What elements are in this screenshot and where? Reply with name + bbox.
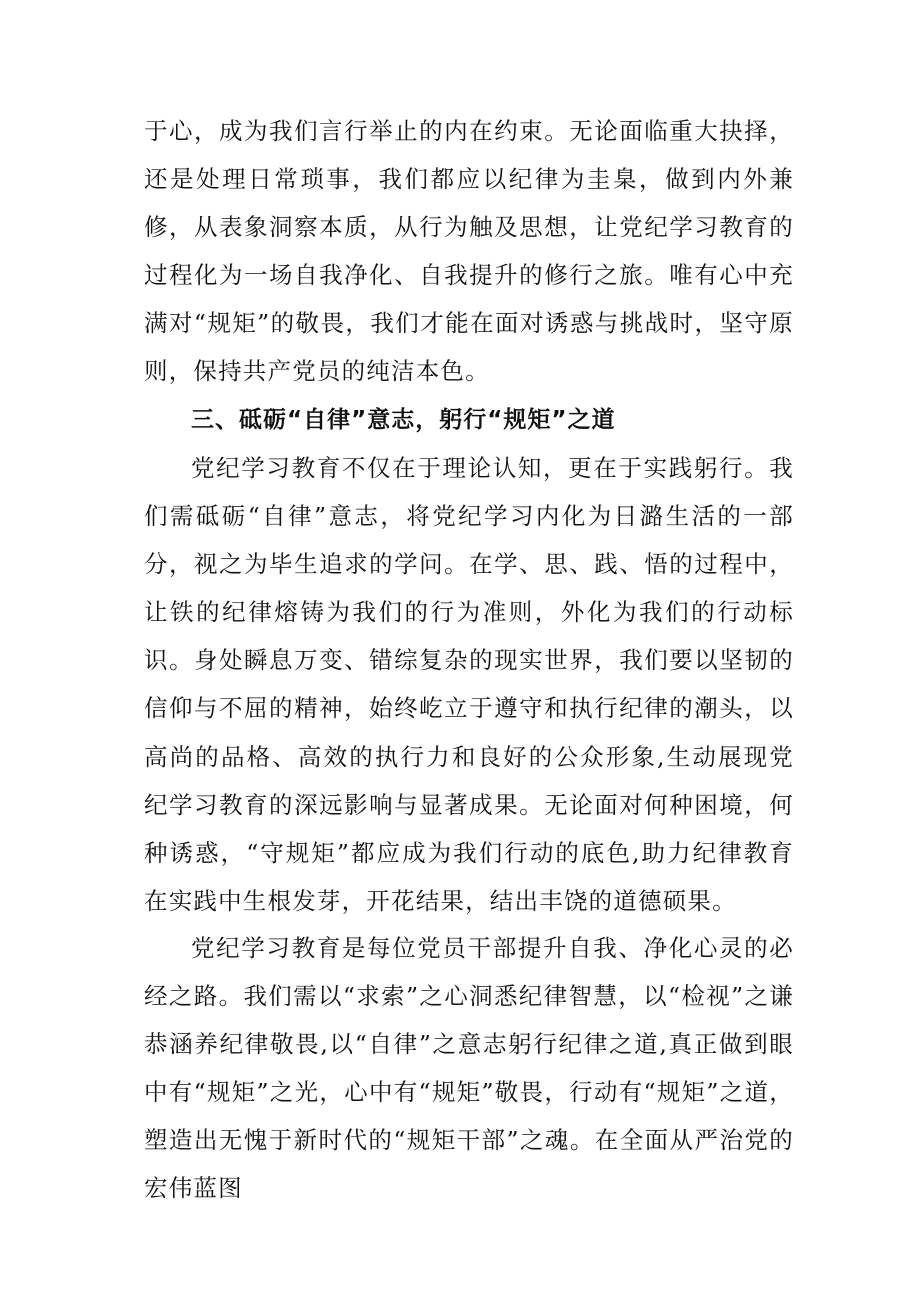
section-heading: 三、砥砺“自律”意志，躬行“规矩”之道	[191, 407, 616, 433]
paragraph-conclusion: 党纪学习教育是每位党员干部提升自我、净化心灵的必经之路。我们需以“求索”之心洞悉纪律智慧，以“检视”之谦恭涵养纪律敬畏,以“自律”之意志躬行纪律之道,真正做到眼中有“规矩”之光，心中有“规矩”敬畏，行动有“规矩”之道，塑造出无愧于新时代的“规矩干部”之魂。在全面从严治党的宏伟蓝图	[144, 934, 794, 1203]
paragraph-section3: 党纪学习教育不仅在于理论认知，更在于实践躬行。我们需砥砺“自律”意志，将党纪学习内化为日潞生活的一部分，视之为毕生追求的学问。在学、思、践、悟的过程中，让铁的纪律熔铸为我们的行为准则，外化为我们的行动标识。身处瞬息万变、错综复杂的现实世界，我们要以坚韧的信仰与不屈的精神，始终屹立于遵守和执行纪律的潮头，以高尚的品格、高效的执行力和良好的公众形象,生动展现党纪学习教育的深远影响与显著成果。无论面对何种困境，何种诱惑，“守规矩”都应成为我们行动的底色,助力纪律教育在实践中生根发芽，开花结果，结出丰饶的道德硕果。	[144, 454, 794, 915]
paragraph-continued: 于心，成为我们言行举止的内在约束。无论面临重大抉择，还是处理日常琐事，我们都应以纪律为圭臬，做到内外兼修，从表象洞察本质，从行为触及思想，让党纪学习教育的过程化为一场自我净化、自我提升的修行之旅。唯有心中充满对“规矩”的敬畏，我们才能在面对诱惑与挑战时，坚守原则，保持共产党员的纯洁本色。	[144, 117, 794, 386]
